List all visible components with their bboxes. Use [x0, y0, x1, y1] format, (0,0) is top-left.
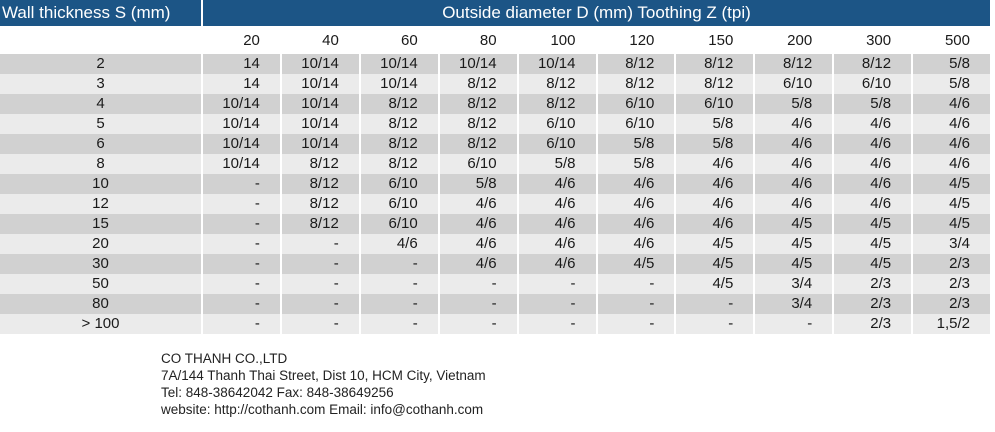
toothing-value-cell: 4/6: [440, 234, 517, 254]
toothing-value-cell: 3/4: [755, 294, 832, 314]
toothing-value-cell: 10/14: [203, 94, 280, 114]
toothing-value-cell: 6/10: [361, 174, 438, 194]
toothing-value-cell: -: [361, 274, 438, 294]
toothing-value-cell: -: [519, 294, 596, 314]
toothing-value-cell: 4/6: [676, 214, 753, 234]
toothing-value-cell: 4/5: [676, 274, 753, 294]
toothing-value-cell: 4/6: [519, 254, 596, 274]
toothing-value-cell: 10/14: [361, 74, 438, 94]
toothing-value-cell: 5/8: [676, 134, 753, 154]
toothing-value-cell: 6/10: [361, 214, 438, 234]
toothing-value-cell: -: [361, 314, 438, 334]
wall-thickness-cell: 8: [0, 154, 201, 174]
toothing-value-cell: -: [203, 254, 280, 274]
toothing-value-cell: 8/12: [834, 54, 911, 74]
toothing-value-cell: 2/3: [834, 294, 911, 314]
diameter-header-cell: 300: [866, 32, 892, 49]
toothing-value-cell: 10/14: [519, 54, 596, 74]
toothing-value-cell: 8/12: [282, 154, 359, 174]
toothing-value-cell: 2/3: [913, 294, 990, 314]
toothing-value-cell: 3/4: [755, 274, 832, 294]
toothing-value-cell: 10/14: [440, 54, 517, 74]
toothing-value-cell: 6/10: [834, 74, 911, 94]
toothing-value-cell: -: [203, 174, 280, 194]
diameter-header-cell: 120: [629, 32, 655, 49]
diameter-header-cell: 80: [479, 32, 497, 49]
toothing-value-cell: -: [282, 254, 359, 274]
toothing-value-cell: 8/12: [440, 74, 517, 94]
wall-thickness-cell: 3: [0, 74, 201, 94]
toothing-value-cell: 4/6: [834, 134, 911, 154]
company-name: CO THANH CO.,LTD: [161, 351, 288, 366]
toothing-value-cell: -: [203, 294, 280, 314]
toothing-value-cell: 6/10: [598, 94, 675, 114]
toothing-value-cell: 10/14: [282, 114, 359, 134]
toothing-value-cell: 4/6: [676, 154, 753, 174]
toothing-value-cell: 4/6: [913, 134, 990, 154]
toothing-value-cell: 5/8: [519, 154, 596, 174]
toothing-value-cell: 5/8: [913, 54, 990, 74]
toothing-value-cell: -: [361, 254, 438, 274]
toothing-value-cell: 5/8: [440, 174, 517, 194]
toothing-value-cell: -: [598, 294, 675, 314]
toothing-value-cell: 4/5: [676, 234, 753, 254]
toothing-value-cell: 10/14: [203, 154, 280, 174]
toothing-value-cell: -: [598, 314, 675, 334]
toothing-value-cell: 4/6: [519, 174, 596, 194]
diameter-row-spacer: [0, 26, 201, 54]
toothing-value-cell: 8/12: [519, 94, 596, 114]
toothing-value-cell: 4/6: [755, 154, 832, 174]
toothing-value-cell: 5/8: [755, 94, 832, 114]
wall-thickness-cell: 2: [0, 54, 201, 74]
toothing-value-cell: 10/14: [203, 114, 280, 134]
toothing-value-cell: 8/12: [282, 194, 359, 214]
wall-thickness-cell: 12: [0, 194, 201, 214]
toothing-value-cell: 4/6: [834, 194, 911, 214]
toothing-value-cell: 5/8: [598, 154, 675, 174]
outside-diameter-header: Outside diameter D (mm) Toothing Z (tpi): [203, 0, 990, 26]
toothing-value-cell: 4/5: [676, 254, 753, 274]
company-footer: [161, 350, 486, 418]
toothing-value-cell: -: [282, 294, 359, 314]
toothing-value-cell: 4/5: [755, 234, 832, 254]
diameter-header-cell: 200: [787, 32, 813, 49]
toothing-value-cell: -: [203, 314, 280, 334]
toothing-value-cell: -: [519, 314, 596, 334]
toothing-value-cell: 3/4: [913, 234, 990, 254]
toothing-value-cell: -: [440, 274, 517, 294]
toothing-value-cell: 4/6: [598, 194, 675, 214]
toothing-value-cell: 4/6: [361, 234, 438, 254]
toothing-value-cell: -: [282, 274, 359, 294]
toothing-value-cell: 8/12: [598, 54, 675, 74]
toothing-value-cell: 4/6: [913, 154, 990, 174]
toothing-value-cell: -: [282, 314, 359, 334]
toothing-value-cell: 4/5: [913, 174, 990, 194]
toothing-value-cell: -: [755, 314, 832, 334]
toothing-value-cell: 8/12: [676, 74, 753, 94]
toothing-value-cell: 6/10: [676, 94, 753, 114]
toothing-value-cell: 10/14: [282, 94, 359, 114]
toothing-value-cell: 5/8: [676, 114, 753, 134]
wall-thickness-cell: 5: [0, 114, 201, 134]
toothing-value-cell: 2/3: [834, 314, 911, 334]
toothing-value-cell: 4/6: [834, 154, 911, 174]
wall-thickness-cell: > 100: [0, 314, 201, 334]
toothing-value-cell: -: [203, 234, 280, 254]
toothing-value-cell: 4/6: [913, 114, 990, 134]
toothing-value-cell: -: [203, 214, 280, 234]
toothing-value-cell: 4/6: [676, 194, 753, 214]
toothing-value-cell: 10/14: [282, 74, 359, 94]
toothing-value-cell: 4/6: [598, 214, 675, 234]
toothing-value-cell: 6/10: [598, 114, 675, 134]
toothing-value-cell: 6/10: [440, 154, 517, 174]
toothing-value-cell: 2/3: [913, 254, 990, 274]
toothing-value-cell: 4/6: [519, 214, 596, 234]
toothing-value-cell: 4/6: [755, 134, 832, 154]
toothing-value-cell: -: [440, 294, 517, 314]
wall-thickness-cell: 6: [0, 134, 201, 154]
toothing-value-cell: 5/8: [598, 134, 675, 154]
toothing-value-cell: 8/12: [361, 114, 438, 134]
toothing-value-cell: 8/12: [440, 134, 517, 154]
toothing-value-cell: 4/6: [676, 174, 753, 194]
diameter-header-cell: 40: [322, 32, 339, 49]
wall-thickness-cell: 20: [0, 234, 201, 254]
company-phone-fax: Tel: 848-38642042 Fax: 848-38649256: [161, 385, 394, 400]
toothing-value-cell: 4/5: [755, 214, 832, 234]
wall-thickness-cell: 15: [0, 214, 201, 234]
toothing-value-cell: 6/10: [519, 134, 596, 154]
wall-thickness-cell: 50: [0, 274, 201, 294]
toothing-value-cell: 10/14: [361, 54, 438, 74]
toothing-value-cell: 14: [203, 54, 280, 74]
toothing-value-cell: 4/6: [440, 254, 517, 274]
toothing-value-cell: -: [440, 314, 517, 334]
toothing-value-cell: 8/12: [361, 134, 438, 154]
diameter-header-cell: 150: [708, 32, 734, 49]
toothing-value-cell: 4/6: [834, 174, 911, 194]
wall-thickness-cell: 10: [0, 174, 201, 194]
company-address: 7A/144 Thanh Thai Street, Dist 10, HCM City, Vietnam: [161, 368, 486, 383]
toothing-value-cell: 2/3: [834, 274, 911, 294]
toothing-value-cell: 10/14: [282, 54, 359, 74]
toothing-value-cell: 6/10: [519, 114, 596, 134]
toothing-value-cell: 6/10: [755, 74, 832, 94]
toothing-value-cell: 8/12: [676, 54, 753, 74]
toothing-value-cell: 8/12: [755, 54, 832, 74]
toothing-value-cell: 4/5: [913, 194, 990, 214]
toothing-value-cell: 4/6: [755, 114, 832, 134]
toothing-value-cell: 4/6: [519, 234, 596, 254]
toothing-value-cell: 8/12: [282, 214, 359, 234]
wall-thickness-cell: 30: [0, 254, 201, 274]
toothing-value-cell: 4/6: [913, 94, 990, 114]
toothing-value-cell: 4/5: [598, 254, 675, 274]
toothing-value-cell: 8/12: [519, 74, 596, 94]
toothing-value-cell: 8/12: [440, 94, 517, 114]
toothing-value-cell: 4/6: [440, 214, 517, 234]
toothing-value-cell: 4/6: [755, 174, 832, 194]
toothing-value-cell: 1,5/2: [913, 314, 990, 334]
toothing-value-cell: 4/6: [755, 194, 832, 214]
toothing-value-cell: -: [598, 274, 675, 294]
toothing-value-cell: 8/12: [598, 74, 675, 94]
toothing-value-cell: 14: [203, 74, 280, 94]
toothing-value-cell: 4/6: [519, 194, 596, 214]
company-web-email: website: http://cothanh.com Email: info@cothanh.com: [161, 402, 484, 417]
toothing-value-cell: 10/14: [203, 134, 280, 154]
toothing-value-cell: 5/8: [834, 94, 911, 114]
diameter-header-cell: 500: [944, 32, 970, 49]
toothing-value-cell: 5/8: [913, 74, 990, 94]
toothing-value-cell: -: [519, 274, 596, 294]
toothing-value-cell: 4/5: [834, 214, 911, 234]
wall-thickness-cell: 80: [0, 294, 201, 314]
toothing-value-cell: -: [282, 234, 359, 254]
toothing-value-cell: 8/12: [282, 174, 359, 194]
toothing-value-cell: -: [676, 314, 753, 334]
toothing-value-cell: 4/5: [834, 234, 911, 254]
toothing-value-cell: 8/12: [361, 154, 438, 174]
toothing-value-cell: -: [203, 194, 280, 214]
wall-thickness-header: Wall thickness S (mm): [0, 0, 201, 26]
toothing-value-cell: 4/5: [913, 214, 990, 234]
toothing-value-cell: 4/6: [440, 194, 517, 214]
toothing-value-cell: 8/12: [440, 114, 517, 134]
toothing-value-cell: 4/6: [598, 174, 675, 194]
toothing-value-cell: -: [361, 294, 438, 314]
toothing-value-cell: 4/5: [834, 254, 911, 274]
toothing-value-cell: 10/14: [282, 134, 359, 154]
toothing-value-cell: 8/12: [361, 94, 438, 114]
toothing-value-cell: -: [676, 294, 753, 314]
toothing-value-cell: -: [203, 274, 280, 294]
diameter-header-cell: 20: [243, 32, 260, 49]
wall-thickness-cell: 4: [0, 94, 201, 114]
diameter-header-cell: 100: [550, 32, 576, 49]
toothing-value-cell: 2/3: [913, 274, 990, 294]
toothing-value-cell: 6/10: [361, 194, 438, 214]
toothing-value-cell: 4/6: [834, 114, 911, 134]
diameter-header-cell: 60: [401, 32, 418, 49]
toothing-value-cell: 4/5: [755, 254, 832, 274]
toothing-value-cell: 4/6: [598, 234, 675, 254]
